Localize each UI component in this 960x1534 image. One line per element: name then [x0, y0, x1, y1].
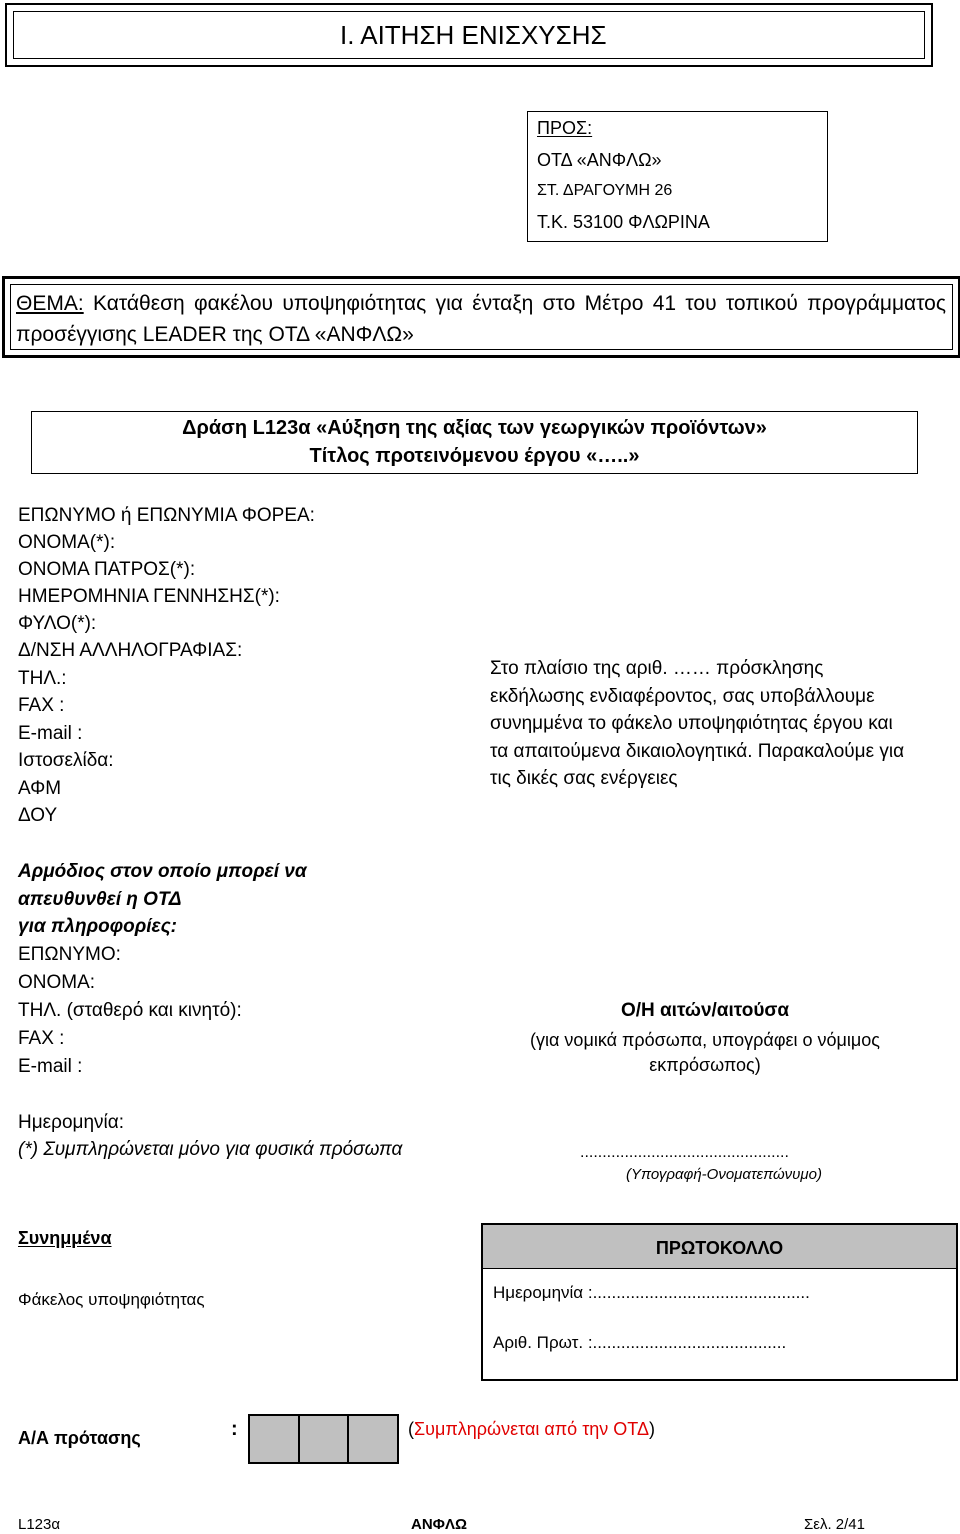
proposal-digit-cell[interactable]: [250, 1416, 300, 1462]
protocol-date: Ημερομηνία :..............................................: [493, 1283, 810, 1302]
footnote: (*) Συμπληρώνεται μόνο για φυσικά πρόσωπα: [18, 1139, 403, 1160]
footer-page-number: Σελ. 2/41: [804, 1516, 865, 1533]
subject-label: ΘΕΜΑ:: [16, 292, 84, 315]
field-email: E-mail :: [18, 723, 83, 744]
footer-organization: ΑΝΦΛΩ: [411, 1516, 468, 1533]
field-phone: ΤΗΛ.:: [18, 668, 67, 689]
proposal-colon: :: [231, 1418, 238, 1440]
field-surname: ΕΠΩΝΥΜΟ ή ΕΠΩΝΥΜΙΑ ΦΟΡΕΑ:: [18, 505, 315, 526]
recipient-line: ΣΤ. ΔΡΑΓΟΥΜΗ 26: [537, 182, 673, 199]
field-name: ΟΝΟΜΑ(*):: [18, 532, 116, 553]
proposal-digit-cell[interactable]: [300, 1416, 350, 1462]
signature-title: Ο/Η αιτών/αιτούσα: [620, 1000, 790, 1021]
field-tax-id: ΑΦΜ: [18, 778, 62, 799]
contact-surname: ΕΠΩΝΥΜΟ:: [18, 944, 121, 965]
recipient-to-label: ΠΡΟΣ:: [537, 118, 593, 138]
attachments-heading: Συνημμένα: [18, 1228, 112, 1248]
contact-fax: FAX :: [18, 1028, 65, 1049]
recipient-box: [527, 111, 828, 242]
field-tax-office: ΔΟΥ: [18, 805, 58, 826]
proposal-note: (Συμπληρώνεται από την ΟΤΔ): [408, 1419, 655, 1439]
contact-name: ΟΝΟΜΑ:: [18, 972, 96, 993]
field-website: Ιστοσελίδα:: [18, 750, 114, 771]
page-title: Ι. ΑΙΤΗΣΗ ΕΝΙΣΧΥΣΗΣ: [340, 20, 607, 50]
contact-intro: απευθυνθεί η ΟΤΔ: [18, 889, 182, 910]
protocol-number: Αριθ. Πρωτ. :.........................................: [493, 1333, 787, 1352]
proposal-number-grid[interactable]: [248, 1414, 399, 1464]
signature-note: (για νομικά πρόσωπα, υπογράφει ο νόμιμος εκπρόσωπος): [530, 1030, 880, 1075]
recipient-line: Τ.Κ. 53100 ΦΛΩΡΙΝΑ: [537, 212, 710, 232]
contact-intro: Αρμόδιος στον οποίο μπορεί να: [18, 861, 307, 882]
action-box: [31, 411, 918, 474]
project-title-line: Τίτλος προτεινόμενου έργου «…..»: [309, 445, 640, 467]
field-postal-address: Δ/ΝΣΗ ΑΛΛΗΛΟΓΡΑΦΙΑΣ:: [18, 640, 243, 661]
proposal-label: Α/Α πρότασης: [18, 1428, 141, 1448]
date-label: Ημερομηνία:: [18, 1112, 125, 1133]
footer-code: L123α: [18, 1516, 61, 1533]
field-father-name: ΟΝΟΜΑ ΠΑΤΡΟΣ(*):: [18, 559, 196, 580]
contact-intro: για πληροφορίες:: [18, 916, 178, 937]
signature-line: ...............................................: [580, 1144, 789, 1161]
attachment-item: Φάκελος υποψηφιότητας: [18, 1290, 205, 1309]
action-title: Δράση L123α «Αύξηση της αξίας των γεωργικών προϊόντων»: [182, 417, 767, 439]
subject-text: [16, 288, 946, 350]
field-gender: ΦΥΛΟ(*):: [18, 613, 97, 634]
signature-caption: (Υπογραφή-Ονοματεπώνυμο): [626, 1166, 822, 1183]
recipient-line: ΟΤΔ «ΑΝΦΛΩ»: [537, 150, 662, 170]
protocol-box: [481, 1223, 958, 1381]
cover-paragraph: Στο πλαίσιο της αριθ. …… πρόσκλησης εκδήλωσης ενδιαφέροντος, σας υποβάλλουμε συνημμένα το φάκελο υποψηφιότητας έργου και τα απαιτούμενα δικαιολογητικά. Παρακαλούμε για τις δικές σας ενέργειες: [490, 658, 905, 789]
subject-body: Κατάθεση φακέλου υποψηφιότητας για ένταξη στο Μέτρο 41 του τοπικού προγράμματος προσέγγισης LEADER της ΟΤΔ «ΑΝΦΛΩ»: [16, 292, 946, 346]
contact-email: E-mail :: [18, 1056, 83, 1077]
contact-phone: ΤΗΛ. (σταθερό και κινητό):: [18, 1000, 242, 1021]
field-birth-date: ΗΜΕΡΟΜΗΝΙΑ ΓΕΝΝΗΣΗΣ(*):: [18, 586, 280, 607]
proposal-digit-cell[interactable]: [349, 1416, 397, 1462]
protocol-heading: ΠΡΩΤΟΚΟΛΛΟ: [483, 1225, 956, 1269]
field-fax: FAX :: [18, 695, 65, 716]
